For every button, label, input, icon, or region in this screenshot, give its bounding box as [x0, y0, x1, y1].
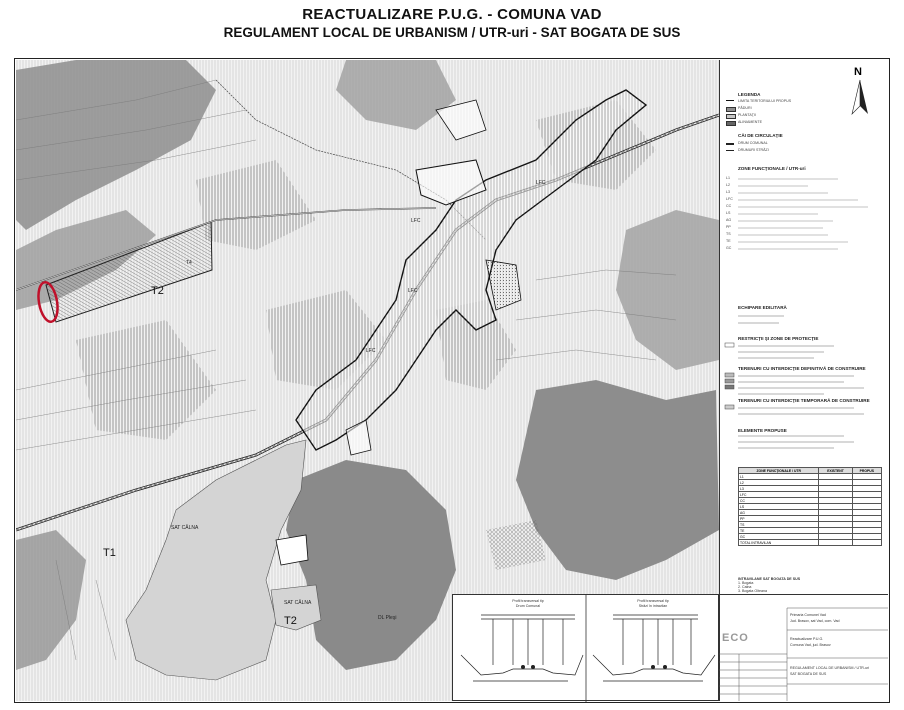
beneficiar-sub: Jud. Brasov, sat Vad, com. Vad — [790, 619, 840, 623]
beneficiar: Primaria Comunei Vad — [790, 613, 826, 617]
section-right-title: Profil transversal tip — [637, 599, 669, 603]
table-cell: TS — [739, 522, 819, 528]
table-cell: PP — [739, 516, 819, 522]
north-label: N — [854, 66, 862, 78]
table-header: PROPUS — [852, 468, 881, 474]
legend-title: LEGENDA — [738, 92, 761, 97]
table-cell: GC — [739, 534, 819, 540]
firm-logo: ECO — [722, 632, 749, 644]
label-t1: T1 — [103, 547, 116, 559]
label-t2-south: T2 — [284, 615, 297, 627]
zone-item: GC — [726, 246, 732, 250]
legend-swatches — [724, 312, 884, 462]
legend-item: PLANTAŢII — [738, 113, 756, 117]
zone-description-lines — [738, 176, 878, 256]
legend-echipare-title: ECHIPARE EDILITARĂ — [738, 305, 787, 310]
label-t4: T4 — [186, 260, 192, 266]
legend-item: DRUMURI STRĂZI — [738, 148, 769, 152]
table-cell: TE — [739, 528, 819, 534]
zone-item: TE — [726, 239, 731, 243]
label-lfc-3: LFC — [408, 288, 418, 294]
list-item: 3. Bogata Olteana — [738, 589, 767, 593]
plansa-title: REGULAMENT LOCAL DE URBANISM / UTR-uri — [790, 666, 870, 670]
legend-reglementari-title: ELEMENTE PROPUSE — [738, 428, 787, 433]
sat-list — [738, 577, 800, 593]
legend-temporara-title: TERENURI CU INTERDICŢIE TEMPORARĂ DE CONSTRUIRE — [738, 398, 870, 403]
zone-item: CC — [726, 204, 732, 208]
title-block-grid — [719, 594, 888, 701]
table-cell: L2 — [739, 480, 819, 486]
sat-list-title: INTRAVILANE SAT BOGATA DE SUS — [738, 577, 801, 581]
table-cell: TOTAL INTRAVILAN — [739, 540, 819, 546]
zone-item: LFC — [726, 197, 733, 201]
label-t2-west: T2 — [151, 285, 164, 297]
label-lfc-1: LFC — [411, 218, 421, 224]
legend-interdictie-title: TERENURI CU INTERDICŢIE DEFINITIVĂ DE CONSTRUIRE — [738, 366, 866, 371]
table-header: ZONE FUNCŢIONALE / UTR — [739, 468, 819, 474]
plansa-sub: SAT BOGATA DE SUS — [790, 672, 827, 676]
title-block — [0, 6, 904, 40]
table-cell: CC — [739, 498, 819, 504]
legend-item: PĂDURI — [738, 106, 752, 110]
section-left-title: Profil transversal tip — [512, 599, 544, 603]
table-row — [739, 540, 882, 546]
map-subtitle: REGULAMENT LOCAL DE URBANISM / UTR-uri - SAT BOGATA DE SUS — [223, 25, 681, 40]
zone-item: LS — [726, 211, 731, 215]
legend-item: DRUM COMUNAL — [738, 141, 768, 145]
label-sat-calna-2: SAT CĂLNA — [284, 600, 312, 606]
table-cell: LS — [739, 504, 819, 510]
zone-item: PP — [726, 225, 731, 229]
section-left-sub: Drum Comunal — [515, 604, 541, 608]
zone-item: AG — [726, 218, 732, 222]
zone-item: TS — [726, 232, 731, 236]
table-cell: L3 — [739, 486, 819, 492]
table-cell: AG — [739, 510, 819, 516]
list-item: 2. Calna — [738, 585, 752, 589]
zone-item: L1 — [726, 176, 730, 180]
table-cell: L1 — [739, 474, 819, 480]
table-cell — [819, 540, 852, 546]
legend-roads-title: CĂI DE CIRCULAŢIE — [738, 133, 783, 138]
table-cell: LFC — [739, 492, 819, 498]
label-lfc-4: LFC — [366, 348, 376, 354]
label-lfc-2: LFC — [536, 180, 546, 186]
map-title: REACTUALIZARE P.U.G. - COMUNA VAD — [302, 6, 602, 23]
section-drawings — [453, 595, 720, 702]
label-sat-calna: SAT CĂLNA — [171, 525, 199, 531]
legend-item: LIMITA TERITORIULUI PROPUS — [738, 99, 792, 103]
legend-item: ALINIAMENTE — [738, 120, 762, 124]
legend-zones-title: ZONE FUNCŢIONALE / UTR-uri — [738, 166, 806, 171]
zone-item: L3 — [726, 190, 730, 194]
balance-table — [738, 467, 882, 546]
table-header: EXISTENT — [819, 468, 852, 474]
proiect-sub: Comuna Vad, jud. Brasov — [790, 643, 831, 647]
table-cell — [852, 540, 881, 546]
legend-protectie-title: RESTRICŢII ŞI ZONE DE PROTECŢIE — [738, 336, 819, 341]
section-right-sub: Străzi în intravilan — [638, 604, 668, 608]
label-dl-plesi: DL Pleşi — [378, 615, 397, 621]
proiect: Reactualizare P.U.G. — [790, 637, 824, 641]
zone-item: L2 — [726, 183, 730, 187]
list-item: 1. Bogata — [738, 581, 754, 585]
cross-sections — [452, 594, 719, 701]
